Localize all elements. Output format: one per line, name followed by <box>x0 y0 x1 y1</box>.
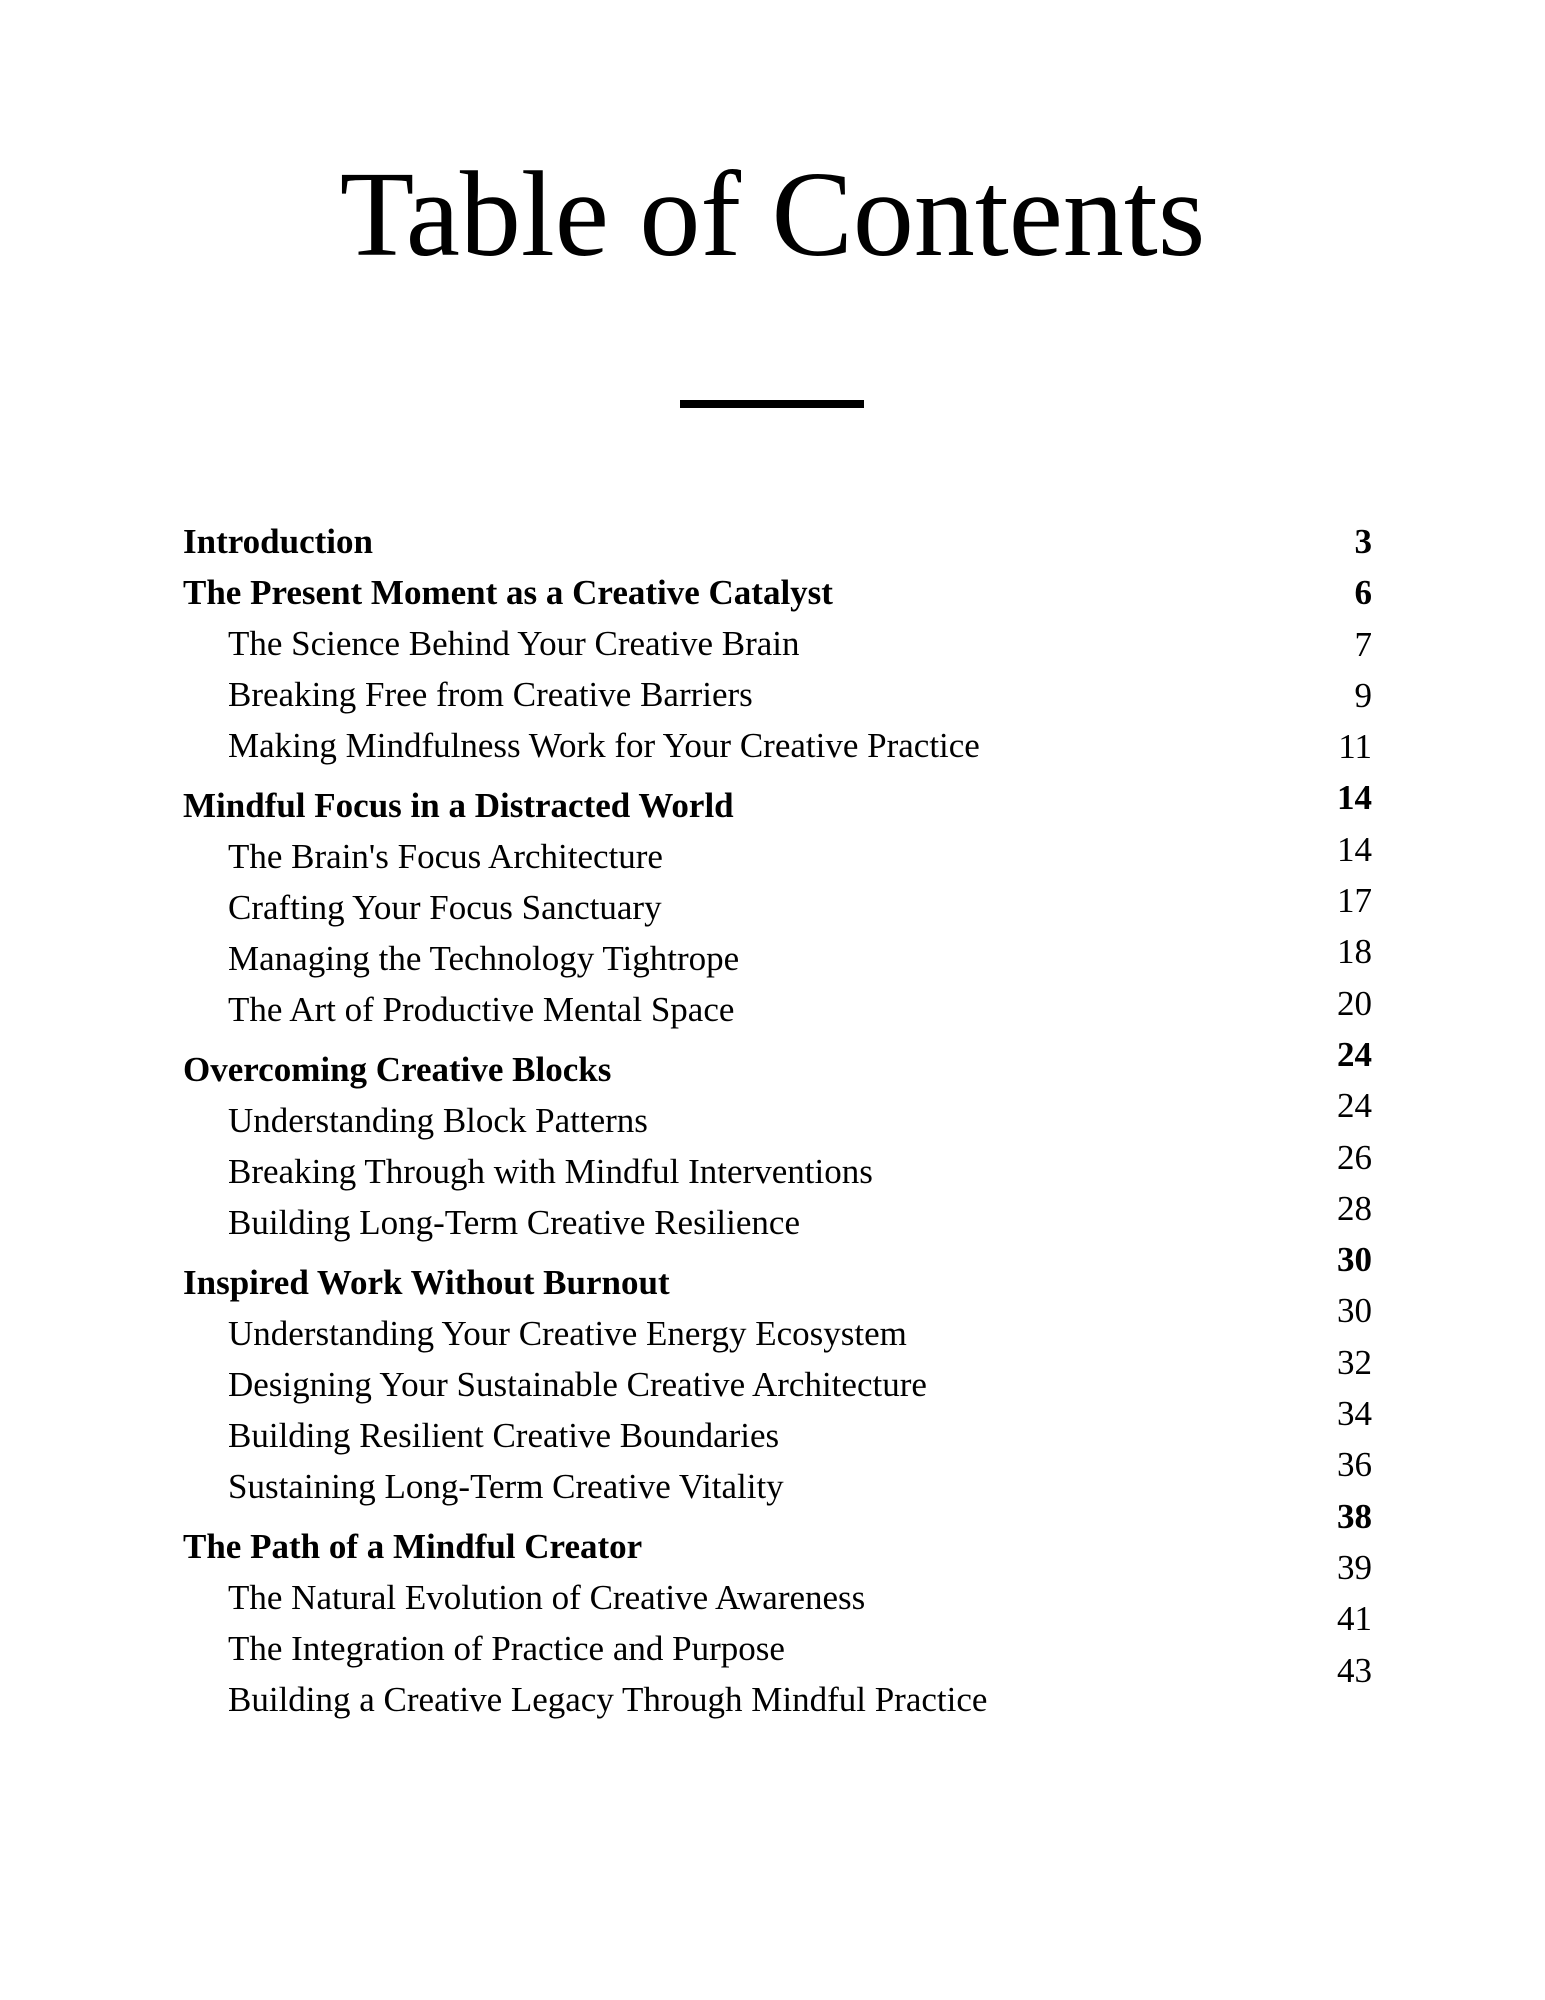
toc-entry-title[interactable]: Introduction <box>183 522 373 561</box>
toc-entry-title[interactable]: Building Long-Term Creative Resilience <box>228 1203 800 1242</box>
table-of-contents <box>183 516 1372 1725</box>
toc-entry-page-number[interactable]: 14 <box>1337 829 1372 869</box>
toc-entry-page-number[interactable]: 32 <box>1337 1342 1372 1382</box>
toc-entry-page-number[interactable]: 34 <box>1337 1394 1372 1434</box>
toc-entry-title[interactable]: Breaking Through with Mindful Interventions <box>228 1152 873 1191</box>
toc-titles-column <box>183 516 1302 1725</box>
toc-entry-page-number[interactable]: 20 <box>1337 983 1372 1023</box>
toc-entry-title[interactable]: Crafting Your Focus Sanctuary <box>228 888 662 927</box>
toc-entry-title[interactable]: Mindful Focus in a Distracted World <box>183 786 734 825</box>
toc-entry-title[interactable]: The Integration of Practice and Purpose <box>228 1629 785 1668</box>
toc-entry-page-number[interactable]: 17 <box>1337 881 1372 921</box>
toc-entry-page-number[interactable]: 43 <box>1337 1650 1372 1690</box>
toc-entry-title[interactable]: Designing Your Sustainable Creative Architecture <box>228 1365 927 1404</box>
toc-entry-title[interactable]: Building Resilient Creative Boundaries <box>228 1416 780 1455</box>
toc-entry-page-number[interactable]: 14 <box>1337 778 1372 818</box>
toc-entry-page-number[interactable]: 6 <box>1354 573 1372 613</box>
toc-entry-title[interactable]: The Present Moment as a Creative Catalyst <box>183 573 833 612</box>
toc-entry-page-number[interactable]: 7 <box>1354 624 1372 664</box>
toc-page-numbers-column <box>1302 516 1372 1696</box>
toc-entry-title[interactable]: Sustaining Long-Term Creative Vitality <box>228 1467 784 1506</box>
toc-entry-title[interactable]: Making Mindfulness Work for Your Creative Practice <box>228 726 980 765</box>
toc-entry-page-number[interactable]: 30 <box>1337 1240 1372 1280</box>
toc-entry-title[interactable]: Managing the Technology Tightrope <box>228 939 740 978</box>
toc-entry-title[interactable]: Breaking Free from Creative Barriers <box>228 675 753 714</box>
toc-entry-page-number[interactable]: 28 <box>1337 1188 1372 1228</box>
toc-entry-title[interactable]: The Science Behind Your Creative Brain <box>228 624 800 663</box>
toc-entry-title[interactable]: Overcoming Creative Blocks <box>183 1050 612 1089</box>
toc-entry-page-number[interactable]: 30 <box>1337 1291 1372 1331</box>
toc-entry-page-number[interactable]: 26 <box>1337 1137 1372 1177</box>
toc-entry-title[interactable]: Inspired Work Without Burnout <box>183 1263 670 1302</box>
toc-entry-title[interactable]: Understanding Your Creative Energy Ecosystem <box>228 1314 907 1353</box>
toc-entry-page-number[interactable]: 11 <box>1338 727 1372 767</box>
toc-entry-title[interactable]: Building a Creative Legacy Through Mindful Practice <box>228 1680 988 1719</box>
toc-entry-page-number[interactable]: 9 <box>1354 675 1372 715</box>
toc-entry-title[interactable]: The Art of Productive Mental Space <box>228 990 735 1029</box>
toc-entry-page-number[interactable]: 36 <box>1337 1445 1372 1485</box>
toc-entry-page-number[interactable]: 38 <box>1337 1496 1372 1536</box>
toc-entry-page-number[interactable]: 39 <box>1337 1547 1372 1587</box>
toc-entry-page-number[interactable]: 18 <box>1337 932 1372 972</box>
title-divider <box>680 400 864 408</box>
toc-entry-title[interactable]: The Brain's Focus Architecture <box>228 837 663 876</box>
page-title: Table of Contents <box>339 147 1206 282</box>
toc-entry-title[interactable]: The Path of a Mindful Creator <box>183 1527 643 1566</box>
toc-entry-title[interactable]: The Natural Evolution of Creative Awareness <box>228 1578 866 1617</box>
toc-entry-page-number[interactable]: 24 <box>1337 1034 1372 1074</box>
toc-entry-page-number[interactable]: 41 <box>1337 1599 1372 1639</box>
toc-entry-page-number[interactable]: 3 <box>1354 522 1372 561</box>
toc-entry-title[interactable]: Understanding Block Patterns <box>228 1101 648 1140</box>
toc-entry-page-number[interactable]: 24 <box>1337 1086 1372 1126</box>
